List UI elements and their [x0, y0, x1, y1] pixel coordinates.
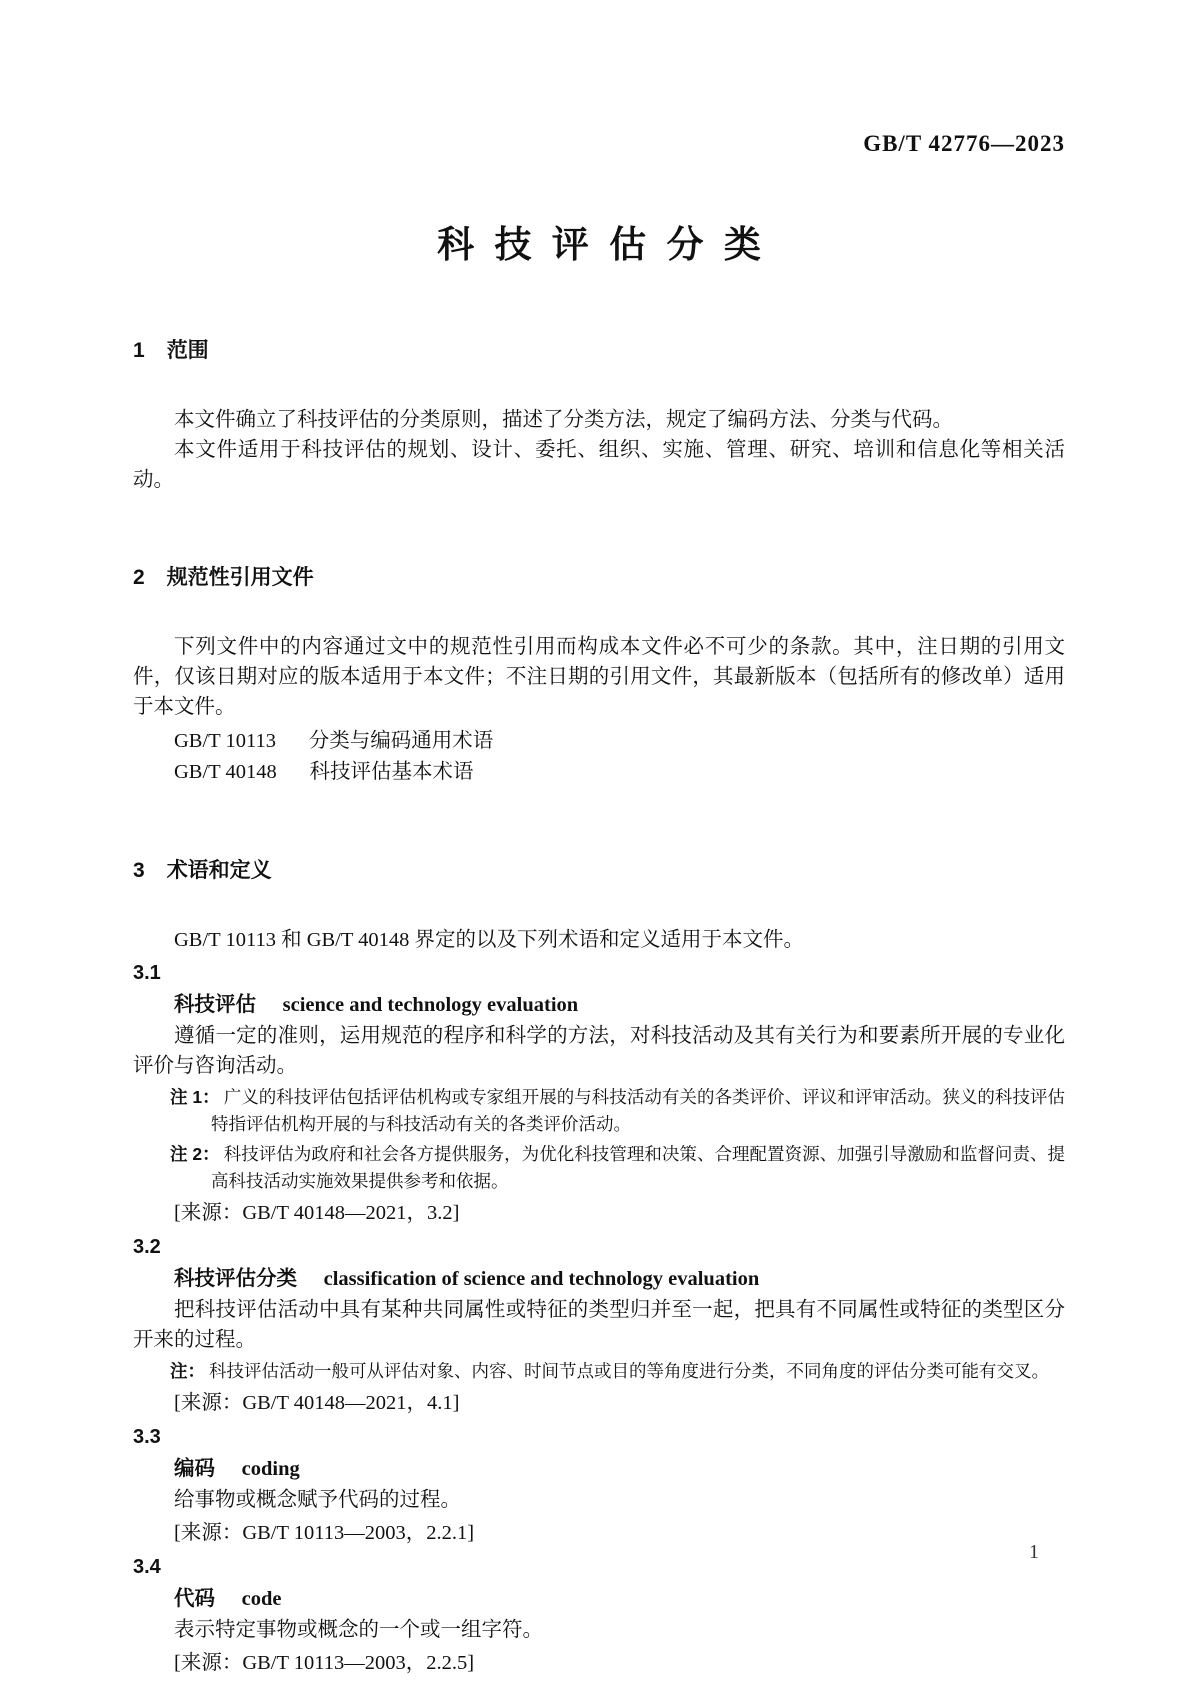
- term-english: classification of science and technology evaluation: [323, 1268, 760, 1290]
- term-entry-3-1: [133, 958, 1065, 1229]
- term-english: coding: [241, 1458, 300, 1480]
- term-entry-3-4: [133, 1552, 1065, 1679]
- page-content: [0, 130, 1191, 1679]
- term-heading: [133, 1453, 1065, 1485]
- term-heading: [133, 1263, 1065, 1295]
- clause-3-heading: [133, 858, 1065, 884]
- clause-1-paragraph: 本文件适用于科技评估的规划、设计、委托、组织、实施、管理、研究、培训和信息化等相关活动。: [133, 439, 1065, 491]
- clause-1-paragraph: 本文件确立了科技评估的分类原则，描述了分类方法，规定了编码方法、分类与代码。: [174, 409, 953, 431]
- note-label: 注：: [170, 1361, 205, 1381]
- term-entry-3-2: [133, 1232, 1065, 1419]
- term-note: [133, 1358, 1065, 1385]
- term-id: 3.3: [133, 1426, 161, 1448]
- term-english: code: [241, 1588, 282, 1610]
- term-note: [133, 1141, 1065, 1195]
- clause-1-title: 范围: [166, 339, 209, 362]
- reference-title: 分类与编码通用术语: [308, 730, 494, 752]
- term-source: [来源：GB/T 40148—2021，3.2]: [174, 1202, 460, 1224]
- clause-2-paragraph: 下列文件中的内容通过文中的规范性引用而构成本文件必不可少的条款。其中，注日期的引用文件，仅该日期对应的版本适用于本文件；不注日期的引用文件，其最新版本（包括所有的修改单）适用于本文件。: [133, 636, 1065, 718]
- reference-item: [133, 757, 1065, 788]
- note-label: 注 2：: [170, 1144, 220, 1164]
- term-note: [133, 1084, 1065, 1138]
- term-entry-3-3: [133, 1422, 1065, 1549]
- clause-2-heading: [133, 565, 1065, 591]
- term-id: 3.4: [133, 1556, 161, 1578]
- term-heading: [133, 1583, 1065, 1615]
- term-id: 3.2: [133, 1236, 161, 1258]
- term-definition: 表示特定事物或概念的一个或一组字符。: [174, 1619, 543, 1641]
- note-text: 广义的科技评估包括评估机构或专家组开展的与科技活动有关的各类评价、评议和评审活动。狭义的科技评估特指评估机构开展的与科技活动有关的各类评价活动。: [211, 1087, 1065, 1134]
- clause-1-heading: [133, 338, 1065, 364]
- document-title: 科技评估分类: [437, 224, 782, 265]
- term-definition: 把科技评估活动中具有某种共同属性或特征的类型归并至一起，把具有不同属性或特征的类型区分开来的过程。: [133, 1299, 1065, 1351]
- term-chinese: 科技评估: [174, 993, 256, 1016]
- page-number: 1: [1029, 1541, 1039, 1563]
- note-label: 注 1：: [170, 1087, 220, 1107]
- clause-1-number: 1: [133, 339, 145, 362]
- term-english: science and technology evaluation: [282, 994, 579, 1016]
- term-source: [来源：GB/T 40148—2021，4.1]: [174, 1392, 460, 1414]
- term-chinese: 代码: [174, 1587, 215, 1610]
- term-heading: [133, 989, 1065, 1021]
- term-definition: 给事物或概念赋予代码的过程。: [174, 1489, 461, 1511]
- reference-item: [133, 726, 1065, 757]
- clause-2-number: 2: [133, 566, 145, 589]
- term-id: 3.1: [133, 962, 161, 984]
- clause-3-intro: GB/T 10113 和 GB/T 40148 界定的以及下列术语和定义适用于本文件。: [174, 929, 805, 951]
- term-chinese: 科技评估分类: [174, 1267, 297, 1290]
- clause-2-title: 规范性引用文件: [166, 566, 314, 589]
- term-definition: 遵循一定的准则，运用规范的程序和科学的方法，对科技活动及其有关行为和要素所开展的专业化评价与咨询活动。: [133, 1025, 1065, 1077]
- note-text: 科技评估活动一般可从评估对象、内容、时间节点或目的等角度进行分类，不同角度的评估分类可能有交叉。: [209, 1361, 1049, 1381]
- clause-3-number: 3: [133, 859, 145, 882]
- term-source: [来源：GB/T 10113—2003，2.2.5]: [174, 1652, 475, 1674]
- normative-references-list: [133, 726, 1065, 788]
- reference-title: 科技评估基本术语: [309, 761, 474, 783]
- reference-code: GB/T 10113: [174, 730, 276, 752]
- clause-3-title: 术语和定义: [166, 859, 272, 882]
- reference-code: GB/T 40148: [174, 761, 277, 783]
- standard-number: GB/T 42776—2023: [863, 131, 1065, 156]
- term-source: [来源：GB/T 10113—2003，2.2.1]: [174, 1522, 475, 1544]
- term-chinese: 编码: [174, 1457, 215, 1480]
- note-text: 科技评估为政府和社会各方提供服务，为优化科技管理和决策、合理配置资源、加强引导激励和监督问责、提高科技活动实施效果提供参考和依据。: [211, 1144, 1065, 1191]
